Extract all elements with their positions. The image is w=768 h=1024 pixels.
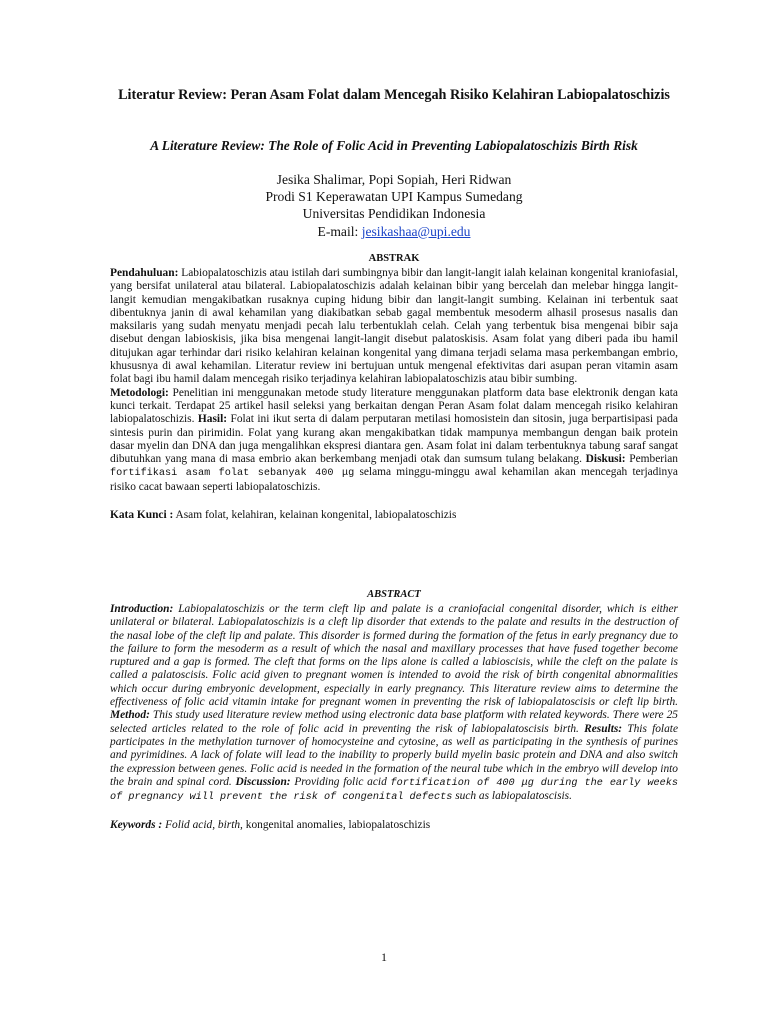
abstrak-discussion-text-2: selama minggu-minggu awal kehamilan akan mencegah terjadinya risiko cacat bawaan seperti labiopalatoschizis. bbox=[110, 466, 678, 493]
abstrak-method-text: Penelitian ini menggunakan metode study literature menggunakan platform data base elektronik dengan kata kunci terkait. Terdapat 25 artikel hasil seleksi yang berkaitan dengan Peran Asam folat dalam mencegah risiko kelahiran labiopalatoschizis. bbox=[110, 386, 678, 426]
abstract-body bbox=[110, 603, 678, 804]
abstract-discussion-mono: fortification of 400 μg during the early weeks of pregnancy will prevent the risk of congenital defects bbox=[110, 777, 678, 804]
abstrak-keywords-text: Asam folat, kelahiran, kelainan kongenital, labiopalatoschizis bbox=[173, 509, 457, 522]
abstrak-intro-label: Pendahuluan: bbox=[110, 267, 179, 279]
email-link[interactable]: jesikashaa@upi.edu bbox=[361, 223, 471, 239]
abstract-keywords-text-italic: Folid acid, birth, bbox=[162, 819, 243, 832]
page-number: 1 bbox=[381, 950, 387, 964]
abstrak-discussion-mono: fortifikasi asam folat sebanyak 400 μg bbox=[110, 468, 355, 480]
abstract-section bbox=[110, 588, 678, 832]
abstract-keywords bbox=[110, 818, 678, 832]
abstrak-intro-text: Labiopalatoschizis atau istilah dari sumbingnya bibir dan langit-langit ialah kelainan kongenital kraniofasial, yang bersifat unilateral atau bilateral. Labiopalatoschizis adalah kelainan bibir yang bercelah dan melebar hingga langit-langit kemudian mengakibatkan rusaknya cuping hidung bibir dan langit-langit sumbing. Kelainan ini terbentuk saat dibentuknya janin di awal kehamilan yang diakibatkan sebab gagal membentuk mesoderm alhasil prosesus nasalis dan maksilaris yang sudah menyatu menjadi pecah lalu terbentuklah celah. Celah yang terbentuk bisa mengenai bibir saja disebut dengan labioskisis, jika bisa mengenai langit-langit disebut palatoskisis. Asam folat yang diberi pada ibu hamil ditujukan agar terhindar dari risiko kelahiran kelainan kongenital yang dimana terjadi selama masa perkembangan embrio, khususnya di awal kehamilan. Literatur review ini bertujuan untuk mengenal efektivitas dari asupan peran vitamin asam folat bagi ibu hamil dalam mencegah risiko terjadinya kelahiran labiopalatoschizis atau bibir sumbing. bbox=[110, 267, 678, 386]
paper-title-english: A Literature Review: The Role of Folic Acid in Preventing Labiopalatoschizis Birth Risk bbox=[150, 138, 638, 153]
author-block bbox=[110, 171, 678, 240]
abstract-discussion-text-1: Providing folic acid bbox=[290, 775, 387, 788]
abstract-discussion-label: Discussion: bbox=[235, 775, 291, 788]
abstrak-section bbox=[110, 252, 678, 522]
abstract-heading: ABSTRACT bbox=[367, 589, 421, 600]
abstrak-discussion-text-1: Pemberian bbox=[625, 453, 678, 466]
abstrak-body bbox=[110, 267, 678, 494]
abstract-keywords-label: Keywords : bbox=[110, 819, 163, 832]
email-label: E-mail: bbox=[317, 223, 362, 239]
abstract-discussion-text-2: such as labiopalatoscisis. bbox=[452, 790, 572, 803]
author-names: Jesika Shalimar, Popi Sopiah, Heri Ridwan bbox=[276, 172, 512, 187]
abstrak-heading: ABSTRAK bbox=[368, 253, 420, 264]
abstract-result-text: This folate participates in the methylation turnover of homocysteine and cytosine, as well as participating in the synthesis of purines and pyrimidines. A lack of folate will lead to the inability to properly build myelin basic protein and DNA and also switch the expression between genes. Folic acid is needed in the formation of the neural tube which in the embryo will develop into the brain and spinal cord. bbox=[110, 722, 679, 788]
abstract-method-text: This study used literature review method using electronic data base platform with related keywords. There were 25 selected articles related to the role of folic acid in preventing the risk of labiopalatoscisis birth. bbox=[110, 709, 678, 735]
affiliation-program: Prodi S1 Keperawatan UPI Kampus Sumedang bbox=[265, 189, 523, 205]
abstrak-keywords-label: Kata Kunci : bbox=[110, 509, 174, 522]
affiliation-university: Universitas Pendidikan Indonesia bbox=[302, 206, 486, 222]
abstrak-discussion-label: Diskusi: bbox=[585, 453, 626, 466]
abstract-method-label: Method: bbox=[110, 709, 150, 722]
abstrak-result-text: Folat ini ikut serta di dalam perputaran metilasi homosistein dan sitosin, juga berpartisipasi pada sintesis purin dan pirimidin. Folat yang kurang akan mengakibatkan tidak mampunya membangun dengan baik protein dasar myelin dan DNA dan juga mengalihkan ekspresi diantara gen. Asam folat ini dalam terbentuknya tabung saraf sangat dibutuhkan yang mana di masa embrio akan berkembang menjadi otak dan sumsum tulang belakang. bbox=[110, 413, 678, 466]
abstract-result-label: Results: bbox=[584, 722, 623, 735]
abstrak-keywords bbox=[110, 508, 678, 522]
abstract-keywords-text-rest: kongenital anomalies, labiopalatoschizis bbox=[242, 819, 431, 832]
paper-title-indonesian: Literatur Review: Peran Asam Folat dalam Mencegah Risiko Kelahiran Labiopalatoschizis bbox=[118, 87, 670, 103]
email-line bbox=[110, 223, 678, 240]
abstrak-result-label: Hasil: bbox=[197, 413, 228, 426]
abstrak-method-label: Metodologi: bbox=[110, 386, 169, 399]
abstract-intro-text: Labiopalatoschizis or the term cleft lip and palate is a craniofacial congenital disorder, which is either unilateral or bilateral. Labiopalatoschizis is a cleft lip disorder that extends to the palate and results in the destruction of the nasal lobe of the cleft lip and palate. This disorder is formed during the formation of the fetus in early pregnancy due to the failure to form the mesoderm as a result of which the nasal and maxillary processes that have fused together become ruptured and a gap is formed. The cleft that forms on the lips alone is called a labioscisis, while the cleft on the palate is called a palatoscisis. Folic acid given to pregnant women is intended to avoid the risk of birth congenital abnormalities which occur during embryonic development, especially in early pregnancy. This literature review aims to determine the effectiveness of folic acid vitamin intake for pregnant women in preventing the risk of labiopalatoscisis or cleft lip birth. bbox=[110, 603, 678, 709]
abstract-intro-label: Introduction: bbox=[110, 603, 174, 615]
